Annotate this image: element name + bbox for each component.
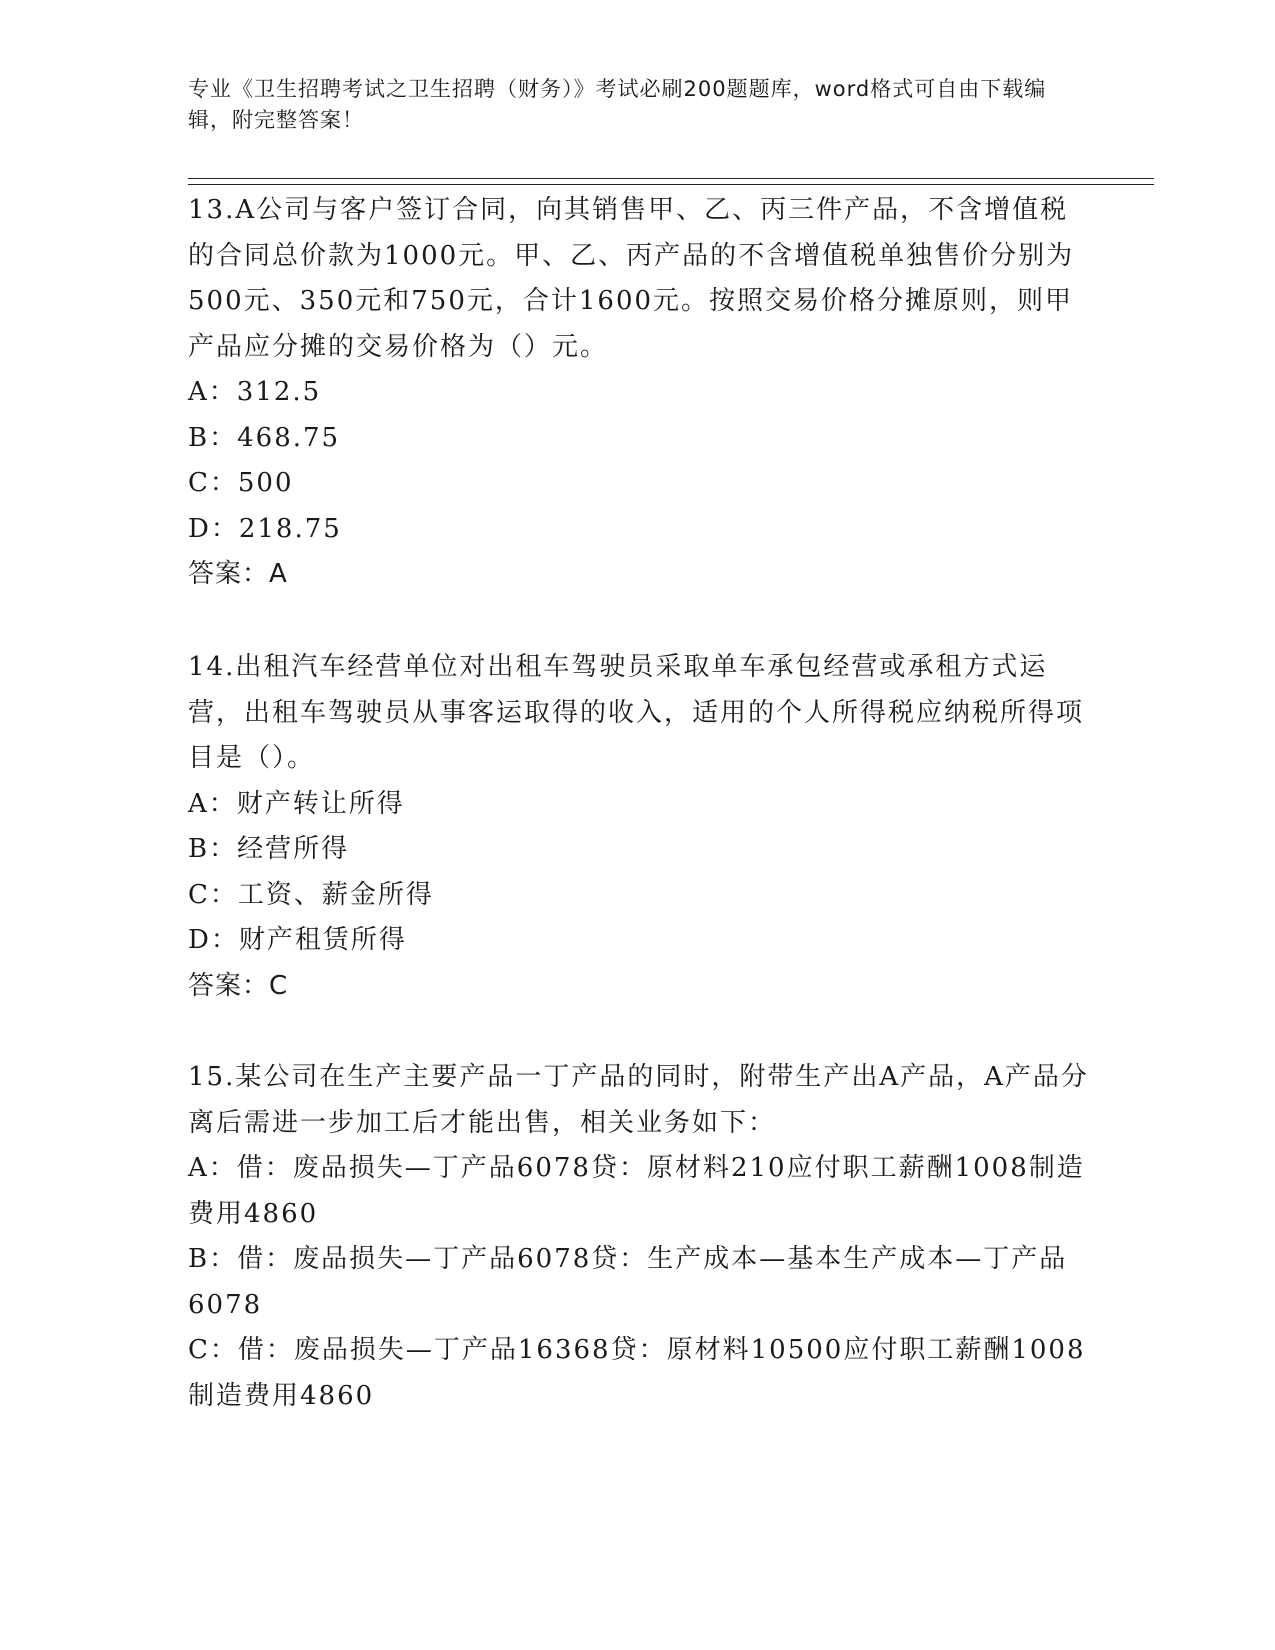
question-stem: 14.出租汽车经营单位对出租车驾驶员采取单车承包经营或承租方式运营，出租车驾驶员从事客运取得的收入，适用的个人所得税应纳税所得项目是（）。 <box>188 652 1085 773</box>
header-divider-bottom <box>188 184 1154 185</box>
answer: 答案：C <box>188 970 289 1001</box>
question-stem: 13.A公司与客户签订合同，向其销售甲、乙、丙三件产品，不含增值税的合同总价款为1000元。甲、乙、丙产品的不含增值税单独售价分别为500元、350元和750元，合计1600元。按照交易价格分摊原则，则甲产品应分摊的交易价格为（）元。 <box>188 195 1075 362</box>
option-d: D：218.75 <box>188 513 342 544</box>
option-a: A：312.5 <box>188 377 322 407</box>
answer: 答案：A <box>188 559 288 589</box>
option-d: D：财产租赁所得 <box>188 925 407 955</box>
header-divider-top <box>188 178 1154 179</box>
option-b: B：经营所得 <box>188 834 350 864</box>
question-15 <box>188 1055 1093 1419</box>
option-c: C：工资、薪金所得 <box>188 879 434 910</box>
option-a: A：借：废品损失—丁产品6078贷：原材料210应付职工薪酬1008制造费用4860 <box>188 1153 1085 1229</box>
header-title: 专业《卫生招聘考试之卫生招聘（财务）》考试必刷200题题库，word格式可自由下载编辑，附完整答案！ <box>188 77 1047 132</box>
document-header <box>188 74 1068 136</box>
question-stem: 15.某公司在生产主要产品一丁产品的同时，附带生产出A产品，A产品分离后需进一步加工后才能出售，相关业务如下： <box>188 1062 1089 1138</box>
option-a: A：财产转让所得 <box>188 788 405 819</box>
option-c: C：500 <box>188 468 294 498</box>
question-14 <box>188 645 1093 1009</box>
question-13 <box>188 188 1093 598</box>
option-c: C：借：废品损失—丁产品16368贷：原材料10500应付职工薪酬1008制造费用4860 <box>188 1335 1086 1411</box>
option-b: B：借：废品损失—丁产品6078贷：生产成本—基本生产成本—丁产品6078 <box>188 1244 1068 1320</box>
option-b: B：468.75 <box>188 422 341 453</box>
